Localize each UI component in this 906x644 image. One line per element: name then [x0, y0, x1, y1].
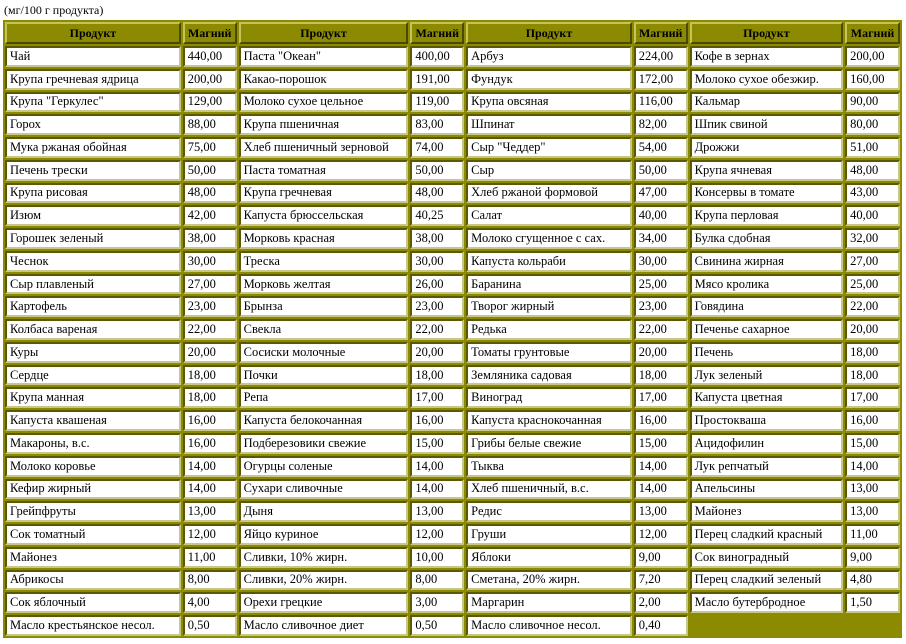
- product-cell: Колбаса вареная: [5, 319, 181, 340]
- magnesium-value-cell: 14,00: [845, 456, 900, 477]
- product-cell: Земляника садовая: [466, 365, 632, 386]
- magnesium-value-cell: 40,25: [410, 205, 464, 226]
- magnesium-value-cell: 129,00: [183, 92, 237, 113]
- product-cell: Яйцо куриное: [239, 524, 409, 545]
- table-row: [5, 501, 900, 522]
- magnesium-value-cell: 14,00: [410, 456, 464, 477]
- product-cell: Молоко сухое обезжир.: [690, 69, 843, 90]
- magnesium-value-cell: 18,00: [845, 365, 900, 386]
- product-cell: Фундук: [466, 69, 632, 90]
- magnesium-value-cell: 0,50: [410, 615, 464, 636]
- column-header-product: Продукт: [466, 22, 632, 44]
- product-cell: Дрожжи: [690, 137, 843, 158]
- product-cell: Крупа гречневая: [239, 183, 409, 204]
- magnesium-value-cell: 13,00: [845, 501, 900, 522]
- magnesium-value-cell: 224,00: [634, 46, 688, 67]
- table-row: [5, 319, 900, 340]
- magnesium-value-cell: 48,00: [183, 183, 237, 204]
- product-cell: Кефир жирный: [5, 479, 181, 500]
- product-cell: Шпик свиной: [690, 114, 843, 135]
- magnesium-value-cell: 17,00: [845, 387, 900, 408]
- product-cell: Масло сливочное несол.: [466, 615, 632, 636]
- empty-cell: [690, 615, 843, 636]
- magnesium-value-cell: 23,00: [634, 296, 688, 317]
- product-cell: Дыня: [239, 501, 409, 522]
- product-cell: Сыр плавленый: [5, 274, 181, 295]
- product-cell: Печень трески: [5, 160, 181, 181]
- magnesium-value-cell: 20,00: [410, 342, 464, 363]
- magnesium-value-cell: 23,00: [410, 296, 464, 317]
- product-cell: Арбуз: [466, 46, 632, 67]
- table-row: [5, 479, 900, 500]
- magnesium-value-cell: 440,00: [183, 46, 237, 67]
- product-cell: Крупа манная: [5, 387, 181, 408]
- product-cell: Булка сдобная: [690, 228, 843, 249]
- product-cell: Морковь красная: [239, 228, 409, 249]
- table-row: [5, 160, 900, 181]
- magnesium-value-cell: 11,00: [183, 547, 237, 568]
- magnesium-value-cell: 8,00: [183, 570, 237, 591]
- column-header-magnesium: Магний: [410, 22, 464, 44]
- magnesium-value-cell: 4,80: [845, 570, 900, 591]
- product-cell: Томаты грунтовые: [466, 342, 632, 363]
- magnesium-value-cell: 47,00: [634, 183, 688, 204]
- product-cell: Мясо кролика: [690, 274, 843, 295]
- product-cell: Абрикосы: [5, 570, 181, 591]
- magnesium-value-cell: 18,00: [634, 365, 688, 386]
- table-row: [5, 365, 900, 386]
- table-row: [5, 205, 900, 226]
- product-cell: Брынза: [239, 296, 409, 317]
- magnesium-value-cell: 50,00: [634, 160, 688, 181]
- product-cell: Крупа перловая: [690, 205, 843, 226]
- table-row: [5, 592, 900, 613]
- table-row: [5, 410, 900, 431]
- magnesium-value-cell: 30,00: [183, 251, 237, 272]
- product-cell: Сок томатный: [5, 524, 181, 545]
- product-cell: Перец сладкий красный: [690, 524, 843, 545]
- product-cell: Капуста брюссельская: [239, 205, 409, 226]
- magnesium-value-cell: 200,00: [183, 69, 237, 90]
- product-cell: Мука ржаная обойная: [5, 137, 181, 158]
- product-cell: Крупа овсяная: [466, 92, 632, 113]
- product-cell: Баранина: [466, 274, 632, 295]
- product-cell: Огурцы соленые: [239, 456, 409, 477]
- product-cell: Капуста кольраби: [466, 251, 632, 272]
- product-cell: Чеснок: [5, 251, 181, 272]
- product-cell: Орехи грецкие: [239, 592, 409, 613]
- table-row: [5, 433, 900, 454]
- product-cell: Тыква: [466, 456, 632, 477]
- product-cell: Печенье сахарное: [690, 319, 843, 340]
- product-cell: Крупа "Геркулес": [5, 92, 181, 113]
- table-row: [5, 456, 900, 477]
- magnesium-value-cell: 18,00: [183, 365, 237, 386]
- product-cell: Сметана, 20% жирн.: [466, 570, 632, 591]
- magnesium-value-cell: 30,00: [634, 251, 688, 272]
- table-row: [5, 342, 900, 363]
- header-row: [5, 22, 900, 44]
- table-row: [5, 547, 900, 568]
- product-cell: Паста "Океан": [239, 46, 409, 67]
- product-cell: Капуста белокочанная: [239, 410, 409, 431]
- magnesium-value-cell: 14,00: [183, 456, 237, 477]
- magnesium-value-cell: 83,00: [410, 114, 464, 135]
- product-cell: Крупа гречневая ядрица: [5, 69, 181, 90]
- magnesium-value-cell: 34,00: [634, 228, 688, 249]
- product-cell: Сливки, 10% жирн.: [239, 547, 409, 568]
- magnesium-value-cell: 74,00: [410, 137, 464, 158]
- table-row: [5, 92, 900, 113]
- column-header-product: Продукт: [239, 22, 409, 44]
- product-cell: Печень: [690, 342, 843, 363]
- magnesium-value-cell: 88,00: [183, 114, 237, 135]
- product-cell: Сок виноградный: [690, 547, 843, 568]
- product-cell: Яблоки: [466, 547, 632, 568]
- product-cell: Шпинат: [466, 114, 632, 135]
- magnesium-value-cell: 40,00: [634, 205, 688, 226]
- empty-cell: [845, 615, 900, 636]
- magnesium-value-cell: 15,00: [845, 433, 900, 454]
- product-cell: Морковь желтая: [239, 274, 409, 295]
- product-cell: Апельсины: [690, 479, 843, 500]
- column-header-product: Продукт: [690, 22, 843, 44]
- magnesium-value-cell: 14,00: [410, 479, 464, 500]
- product-cell: Хлеб пшеничный зерновой: [239, 137, 409, 158]
- magnesium-value-cell: 13,00: [183, 501, 237, 522]
- magnesium-value-cell: 48,00: [845, 160, 900, 181]
- product-cell: Говядина: [690, 296, 843, 317]
- product-cell: Сыр: [466, 160, 632, 181]
- product-cell: Редька: [466, 319, 632, 340]
- magnesium-value-cell: 90,00: [845, 92, 900, 113]
- magnesium-value-cell: 26,00: [410, 274, 464, 295]
- table-row: [5, 274, 900, 295]
- magnesium-value-cell: 75,00: [183, 137, 237, 158]
- product-cell: Сливки, 20% жирн.: [239, 570, 409, 591]
- product-cell: Подберезовики свежие: [239, 433, 409, 454]
- table-row: [5, 524, 900, 545]
- magnesium-value-cell: 9,00: [634, 547, 688, 568]
- product-cell: Редис: [466, 501, 632, 522]
- magnesium-value-cell: 15,00: [634, 433, 688, 454]
- product-cell: Свинина жирная: [690, 251, 843, 272]
- magnesium-value-cell: 116,00: [634, 92, 688, 113]
- magnesium-value-cell: 25,00: [845, 274, 900, 295]
- magnesium-value-cell: 4,00: [183, 592, 237, 613]
- table-row: [5, 114, 900, 135]
- magnesium-value-cell: 20,00: [634, 342, 688, 363]
- product-cell: Грейпфруты: [5, 501, 181, 522]
- magnesium-value-cell: 54,00: [634, 137, 688, 158]
- product-cell: Изюм: [5, 205, 181, 226]
- magnesium-value-cell: 17,00: [410, 387, 464, 408]
- magnesium-value-cell: 20,00: [845, 319, 900, 340]
- magnesium-value-cell: 8,00: [410, 570, 464, 591]
- product-cell: Сосиски молочные: [239, 342, 409, 363]
- product-cell: Капуста цветная: [690, 387, 843, 408]
- magnesium-value-cell: 10,00: [410, 547, 464, 568]
- magnesium-value-cell: 16,00: [183, 433, 237, 454]
- magnesium-value-cell: 40,00: [845, 205, 900, 226]
- magnesium-value-cell: 160,00: [845, 69, 900, 90]
- product-cell: Крупа рисовая: [5, 183, 181, 204]
- magnesium-value-cell: 13,00: [845, 479, 900, 500]
- column-header-product: Продукт: [5, 22, 181, 44]
- product-cell: Виноград: [466, 387, 632, 408]
- magnesium-value-cell: 12,00: [410, 524, 464, 545]
- product-cell: Творог жирный: [466, 296, 632, 317]
- table-row: [5, 69, 900, 90]
- magnesium-value-cell: 32,00: [845, 228, 900, 249]
- product-cell: Майонез: [690, 501, 843, 522]
- product-cell: Молоко коровье: [5, 456, 181, 477]
- table-row: [5, 296, 900, 317]
- magnesium-value-cell: 12,00: [634, 524, 688, 545]
- product-cell: Перец сладкий зеленый: [690, 570, 843, 591]
- product-cell: Капуста квашеная: [5, 410, 181, 431]
- product-cell: Кальмар: [690, 92, 843, 113]
- magnesium-value-cell: 200,00: [845, 46, 900, 67]
- product-cell: Лук репчатый: [690, 456, 843, 477]
- product-cell: Крупа ячневая: [690, 160, 843, 181]
- product-cell: Консервы в томате: [690, 183, 843, 204]
- magnesium-value-cell: 27,00: [183, 274, 237, 295]
- product-cell: Хлеб ржаной формовой: [466, 183, 632, 204]
- product-cell: Паста томатная: [239, 160, 409, 181]
- product-cell: Треска: [239, 251, 409, 272]
- table-row: [5, 570, 900, 591]
- magnesium-value-cell: 13,00: [410, 501, 464, 522]
- magnesium-value-cell: 50,00: [183, 160, 237, 181]
- magnesium-value-cell: 14,00: [183, 479, 237, 500]
- product-cell: Салат: [466, 205, 632, 226]
- product-cell: Молоко сухое цельное: [239, 92, 409, 113]
- product-cell: Горошек зеленый: [5, 228, 181, 249]
- table-row: [5, 251, 900, 272]
- magnesium-value-cell: 25,00: [634, 274, 688, 295]
- magnesium-value-cell: 22,00: [410, 319, 464, 340]
- magnesium-value-cell: 14,00: [634, 456, 688, 477]
- column-header-magnesium: Магний: [634, 22, 688, 44]
- magnesium-value-cell: 18,00: [410, 365, 464, 386]
- magnesium-value-cell: 38,00: [410, 228, 464, 249]
- product-cell: Свекла: [239, 319, 409, 340]
- product-cell: Куры: [5, 342, 181, 363]
- magnesium-value-cell: 17,00: [634, 387, 688, 408]
- column-header-magnesium: Магний: [845, 22, 900, 44]
- magnesium-value-cell: 12,00: [183, 524, 237, 545]
- product-cell: Груши: [466, 524, 632, 545]
- table-row: [5, 228, 900, 249]
- magnesium-value-cell: 42,00: [183, 205, 237, 226]
- product-cell: Крупа пшеничная: [239, 114, 409, 135]
- magnesium-table: [3, 20, 902, 638]
- magnesium-value-cell: 22,00: [634, 319, 688, 340]
- magnesium-value-cell: 7,20: [634, 570, 688, 591]
- magnesium-value-cell: 0,50: [183, 615, 237, 636]
- product-cell: Кофе в зернах: [690, 46, 843, 67]
- table-row: [5, 183, 900, 204]
- product-cell: Чай: [5, 46, 181, 67]
- product-cell: Масло бутербродное: [690, 592, 843, 613]
- product-cell: Сок яблочный: [5, 592, 181, 613]
- magnesium-value-cell: 400,00: [410, 46, 464, 67]
- magnesium-value-cell: 172,00: [634, 69, 688, 90]
- magnesium-value-cell: 16,00: [410, 410, 464, 431]
- product-cell: Репа: [239, 387, 409, 408]
- product-cell: Масло сливочное диет: [239, 615, 409, 636]
- product-cell: Сердце: [5, 365, 181, 386]
- product-cell: Майонез: [5, 547, 181, 568]
- magnesium-value-cell: 51,00: [845, 137, 900, 158]
- magnesium-value-cell: 0,40: [634, 615, 688, 636]
- magnesium-value-cell: 22,00: [183, 319, 237, 340]
- magnesium-value-cell: 191,00: [410, 69, 464, 90]
- magnesium-value-cell: 1,50: [845, 592, 900, 613]
- magnesium-value-cell: 18,00: [183, 387, 237, 408]
- magnesium-value-cell: 119,00: [410, 92, 464, 113]
- product-cell: Простокваша: [690, 410, 843, 431]
- product-cell: Маргарин: [466, 592, 632, 613]
- magnesium-value-cell: 30,00: [410, 251, 464, 272]
- magnesium-value-cell: 14,00: [634, 479, 688, 500]
- magnesium-value-cell: 3,00: [410, 592, 464, 613]
- product-cell: Молоко сгущенное с сах.: [466, 228, 632, 249]
- magnesium-value-cell: 11,00: [845, 524, 900, 545]
- magnesium-value-cell: 16,00: [183, 410, 237, 431]
- magnesium-value-cell: 38,00: [183, 228, 237, 249]
- magnesium-value-cell: 27,00: [845, 251, 900, 272]
- magnesium-value-cell: 82,00: [634, 114, 688, 135]
- product-cell: Капуста краснокочанная: [466, 410, 632, 431]
- magnesium-value-cell: 15,00: [410, 433, 464, 454]
- product-cell: Масло крестьянское несол.: [5, 615, 181, 636]
- product-cell: Хлеб пшеничный, в.с.: [466, 479, 632, 500]
- product-cell: Сухари сливочные: [239, 479, 409, 500]
- magnesium-value-cell: 2,00: [634, 592, 688, 613]
- magnesium-value-cell: 43,00: [845, 183, 900, 204]
- magnesium-value-cell: 16,00: [634, 410, 688, 431]
- table-row: [5, 46, 900, 67]
- product-cell: Грибы белые свежие: [466, 433, 632, 454]
- magnesium-value-cell: 16,00: [845, 410, 900, 431]
- product-cell: Горох: [5, 114, 181, 135]
- magnesium-value-cell: 13,00: [634, 501, 688, 522]
- magnesium-value-cell: 9,00: [845, 547, 900, 568]
- table-row: [5, 387, 900, 408]
- column-header-magnesium: Магний: [183, 22, 237, 44]
- product-cell: Сыр "Чеддер": [466, 137, 632, 158]
- magnesium-value-cell: 80,00: [845, 114, 900, 135]
- table-body: [5, 46, 900, 636]
- magnesium-value-cell: 20,00: [183, 342, 237, 363]
- magnesium-value-cell: 50,00: [410, 160, 464, 181]
- magnesium-value-cell: 48,00: [410, 183, 464, 204]
- product-cell: Какао-порошок: [239, 69, 409, 90]
- product-cell: Картофель: [5, 296, 181, 317]
- magnesium-value-cell: 23,00: [183, 296, 237, 317]
- table-row: [5, 615, 900, 636]
- magnesium-value-cell: 22,00: [845, 296, 900, 317]
- product-cell: Лук зеленый: [690, 365, 843, 386]
- product-cell: Макароны, в.с.: [5, 433, 181, 454]
- magnesium-value-cell: 18,00: [845, 342, 900, 363]
- product-cell: Почки: [239, 365, 409, 386]
- table-row: [5, 137, 900, 158]
- table-caption: (мг/100 г продукта): [4, 3, 104, 17]
- product-cell: Ацидофилин: [690, 433, 843, 454]
